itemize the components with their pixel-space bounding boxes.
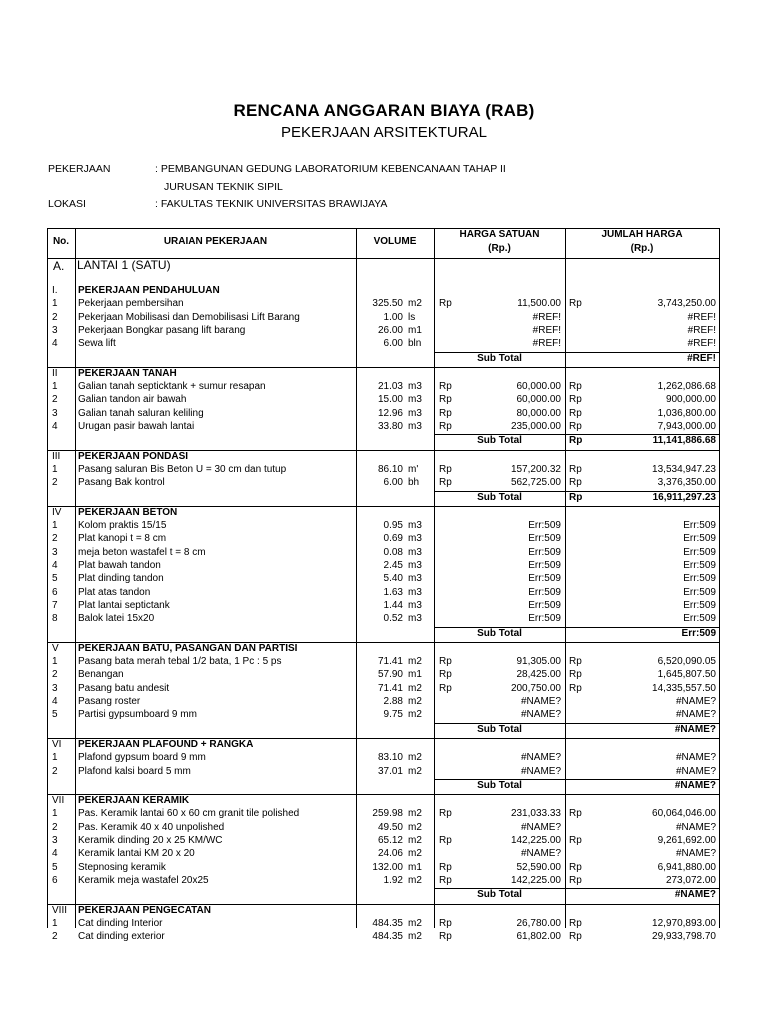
- item-satuan: m2: [408, 848, 422, 860]
- item-rp: Rp: [569, 421, 582, 432]
- item-satuan: m2: [408, 709, 422, 721]
- item-no: 6: [52, 874, 58, 886]
- grid-line: [434, 352, 719, 353]
- item-satuan: m2: [408, 656, 422, 668]
- item-satuan: m2: [408, 298, 422, 310]
- item-uraian: Plat lantai septictank: [78, 599, 170, 611]
- item-volume: 259.98: [372, 808, 403, 820]
- subtotal-value: #NAME?: [674, 779, 716, 791]
- item-rp: Rp: [569, 381, 582, 393]
- item-jumlah: 273,072.00: [665, 874, 716, 886]
- item-no: 1: [52, 520, 58, 532]
- item-uraian: Pekerjaan Mobilisasi dan Demobilisasi Lift Barang: [78, 311, 300, 323]
- grid-line: [47, 642, 720, 643]
- item-uraian: Keramik lantai KM 20 x 20: [78, 848, 195, 860]
- item-harga-satuan: 91,305.00: [516, 656, 561, 668]
- item-harga-satuan: Err:509: [528, 613, 561, 625]
- item-no: 1: [52, 298, 58, 310]
- item-jumlah: #NAME?: [675, 709, 716, 721]
- item-satuan: m2: [408, 821, 422, 833]
- item-rp: Rp: [569, 477, 582, 489]
- item-jumlah: #NAME?: [675, 848, 716, 860]
- item-harga-satuan: #NAME?: [520, 821, 561, 833]
- section-title: PEKERJAAN PENGECATAN: [78, 904, 211, 916]
- grid-line: [434, 627, 719, 628]
- item-volume: 12.96: [377, 407, 403, 419]
- item-uraian: Pasang bata merah tebal 1/2 bata, 1 Pc : 5 ps: [78, 656, 282, 668]
- item-no: 2: [52, 765, 58, 777]
- col-header-jumlah: JUMLAH HARGA: [601, 229, 683, 240]
- item-satuan: m': [408, 463, 419, 475]
- item-uraian: Galian tanah saluran keliling: [78, 407, 204, 419]
- item-harga-satuan: #NAME?: [520, 696, 561, 707]
- item-satuan: m3: [408, 381, 422, 393]
- item-satuan: m3: [408, 573, 422, 585]
- pekerjaan-label: PEKERJAAN: [48, 163, 111, 175]
- item-jumlah: Err:509: [683, 520, 716, 532]
- item-rp: Rp: [439, 394, 452, 406]
- item-harga-satuan: 60,000.00: [516, 394, 561, 406]
- section-title: PEKERJAAN PLAFOUND + RANGKA: [78, 738, 254, 750]
- item-harga-satuan: #NAME?: [520, 709, 561, 721]
- subtotal-label: Sub Total: [477, 889, 522, 901]
- section-title: PEKERJAAN KERAMIK: [78, 795, 190, 807]
- item-no: 1: [52, 752, 58, 764]
- item-harga-satuan: Err:509: [528, 599, 561, 611]
- item-no: 1: [52, 656, 58, 668]
- section-no: II: [52, 367, 58, 379]
- item-volume: 0.69: [383, 533, 403, 545]
- item-no: 4: [52, 338, 58, 350]
- item-no: 2: [52, 477, 58, 489]
- grid-line: [47, 794, 720, 795]
- item-satuan: m3: [408, 520, 422, 532]
- item-jumlah: #REF!: [687, 338, 716, 350]
- item-no: 3: [52, 835, 58, 846]
- item-uraian: Cat dinding exterior: [78, 931, 165, 943]
- item-no: 4: [52, 696, 58, 707]
- item-uraian: Pasang batu andesit: [78, 682, 170, 694]
- item-satuan: m3: [408, 613, 422, 625]
- section-no: IV: [52, 506, 62, 518]
- item-satuan: m2: [408, 765, 422, 777]
- item-harga-satuan: 28,425.00: [516, 669, 561, 681]
- item-no: 4: [52, 421, 58, 432]
- pekerjaan-value: : PEMBANGUNAN GEDUNG LABORATORIUM KEBENCANAAN TAHAP II: [155, 163, 506, 175]
- lokasi-label: LOKASI: [48, 198, 86, 210]
- subtotal-label: Sub Total: [477, 352, 522, 364]
- item-uraian: Balok latei 15x20: [78, 613, 155, 625]
- item-rp: Rp: [439, 917, 452, 929]
- item-volume: 0.52: [383, 613, 403, 625]
- item-harga-satuan: 235,000.00: [510, 421, 561, 432]
- item-jumlah: #REF!: [687, 311, 716, 323]
- item-harga-satuan: 231,033.33: [510, 808, 561, 820]
- col-header-no: No.: [52, 236, 70, 247]
- item-volume: 1.44: [383, 599, 403, 611]
- grid-line: [47, 738, 720, 739]
- item-rp: Rp: [569, 861, 582, 873]
- item-uraian: Plafond gypsum board 9 mm: [78, 752, 206, 764]
- item-jumlah: Err:509: [683, 533, 716, 545]
- item-harga-satuan: 26,780.00: [516, 917, 561, 929]
- grid-line: [47, 228, 48, 928]
- item-satuan: m3: [408, 407, 422, 419]
- item-uraian: Pasang saluran Bis Beton U = 30 cm dan tutup: [78, 463, 287, 475]
- item-volume: 86.10: [377, 463, 403, 475]
- floor-no: A.: [53, 259, 65, 273]
- item-volume: 57.90: [377, 669, 403, 681]
- page-title: RENCANA ANGGARAN BIAYA (RAB): [233, 101, 535, 120]
- item-no: 8: [52, 613, 58, 625]
- item-no: 3: [52, 546, 58, 558]
- grid-line: [47, 506, 720, 507]
- item-uraian: Benangan: [78, 669, 124, 681]
- item-volume: 1.63: [383, 586, 403, 598]
- subtotal-value: 16,911,297.23: [652, 491, 716, 503]
- item-rp: Rp: [569, 298, 582, 310]
- item-jumlah: 1,262,086.68: [657, 381, 716, 393]
- item-jumlah: #NAME?: [675, 752, 716, 764]
- item-uraian: Keramik meja wastafel 20x25: [78, 874, 209, 886]
- item-jumlah: 1,645,807.50: [657, 669, 716, 681]
- item-harga-satuan: Err:509: [528, 520, 561, 532]
- item-uraian: Plat dinding tandon: [78, 573, 164, 585]
- section-no: VIII: [52, 904, 68, 916]
- floor-title: LANTAI 1 (SATU): [77, 258, 171, 272]
- item-jumlah: 13,534,947.23: [652, 463, 716, 475]
- grid-line: [434, 228, 435, 928]
- item-rp: Rp: [439, 808, 452, 820]
- item-rp: Rp: [439, 874, 452, 886]
- item-satuan: m3: [408, 586, 422, 598]
- col-header-volume: VOLUME: [373, 236, 417, 247]
- item-satuan: m2: [408, 931, 422, 943]
- item-satuan: m2: [408, 752, 422, 764]
- item-rp: Rp: [569, 835, 582, 846]
- item-rp: Rp: [439, 835, 452, 846]
- item-satuan: m2: [408, 696, 422, 707]
- col-header-jumlah-unit: (Rp.): [630, 243, 654, 254]
- item-no: 1: [52, 917, 58, 929]
- subtotal-rp: Rp: [569, 491, 583, 503]
- item-volume: 325.50: [372, 298, 403, 310]
- item-no: 6: [52, 586, 58, 598]
- item-volume: 132.00: [372, 861, 403, 873]
- item-uraian: Partisi gypsumboard 9 mm: [78, 709, 197, 721]
- section-no: III: [52, 450, 61, 462]
- section-title: PEKERJAAN PENDAHULUAN: [78, 285, 220, 296]
- item-harga-satuan: Err:509: [528, 546, 561, 558]
- item-volume: 24.06: [377, 848, 403, 860]
- item-satuan: m3: [408, 421, 422, 432]
- item-jumlah: Err:509: [683, 560, 716, 571]
- item-satuan: m3: [408, 394, 422, 406]
- item-harga-satuan: 60,000.00: [516, 381, 561, 393]
- item-uraian: Plat kanopi t = 8 cm: [78, 533, 167, 545]
- item-no: 1: [52, 808, 58, 820]
- item-volume: 2.45: [383, 560, 403, 571]
- item-volume: 65.12: [377, 835, 403, 846]
- grid-line: [434, 491, 719, 492]
- item-uraian: Plat bawah tandon: [78, 560, 161, 571]
- subtotal-label: Sub Total: [477, 723, 522, 735]
- item-no: 3: [52, 324, 58, 336]
- subtotal-value: Err:509: [681, 627, 716, 639]
- item-jumlah: Err:509: [683, 613, 716, 625]
- item-rp: Rp: [569, 808, 582, 820]
- item-harga-satuan: Err:509: [528, 533, 561, 545]
- item-harga-satuan: 562,725.00: [510, 477, 561, 489]
- item-volume: 71.41: [377, 682, 403, 694]
- section-no: VI: [52, 738, 62, 750]
- item-rp: Rp: [439, 669, 452, 681]
- item-rp: Rp: [439, 477, 452, 489]
- item-satuan: m2: [408, 917, 422, 929]
- item-satuan: m3: [408, 533, 422, 545]
- item-no: 2: [52, 311, 58, 323]
- item-harga-satuan: Err:509: [528, 560, 561, 571]
- item-no: 1: [52, 463, 58, 475]
- item-no: 1: [52, 381, 58, 393]
- item-jumlah: 900,000.00: [665, 394, 716, 406]
- grid-line: [75, 228, 76, 928]
- grid-line: [719, 228, 720, 928]
- item-no: 2: [52, 931, 58, 943]
- subtotal-value: #NAME?: [674, 889, 716, 901]
- subtotal-label: Sub Total: [477, 779, 522, 791]
- item-rp: Rp: [569, 656, 582, 668]
- item-uraian: Kolom praktis 15/15: [78, 520, 167, 532]
- section-no: V: [52, 642, 59, 654]
- item-uraian: meja beton wastafel t = 8 cm: [78, 546, 206, 558]
- item-rp: Rp: [569, 874, 582, 886]
- grid-line: [47, 367, 720, 368]
- grid-line: [47, 450, 720, 451]
- item-uraian: Pasang roster: [78, 696, 141, 707]
- item-volume: 5.40: [383, 573, 403, 585]
- grid-line: [434, 779, 719, 780]
- item-no: 7: [52, 599, 58, 611]
- lokasi-value: : FAKULTAS TEKNIK UNIVERSITAS BRAWIJAYA: [155, 198, 388, 210]
- section-title: PEKERJAAN PONDASI: [78, 450, 189, 462]
- item-no: 2: [52, 394, 58, 406]
- item-rp: Rp: [439, 463, 452, 475]
- item-jumlah: 7,943,000.00: [657, 421, 716, 432]
- item-no: 3: [52, 407, 58, 419]
- item-satuan: bh: [408, 477, 420, 489]
- item-satuan: ls: [408, 311, 416, 323]
- item-satuan: m2: [408, 808, 422, 820]
- item-harga-satuan: 80,000.00: [516, 407, 561, 419]
- item-harga-satuan: 61,802.00: [516, 931, 561, 943]
- item-no: 5: [52, 861, 58, 873]
- grid-line: [434, 723, 719, 724]
- item-jumlah: 6,520,090.05: [657, 656, 716, 668]
- item-uraian: Plat atas tandon: [78, 586, 151, 598]
- item-uraian: Galian tanah septicktank + sumur resapan: [78, 381, 266, 393]
- item-no: 5: [52, 573, 58, 585]
- grid-line: [434, 434, 719, 435]
- section-title: PEKERJAAN TANAH: [78, 367, 177, 379]
- item-rp: Rp: [439, 682, 452, 694]
- grid-line: [565, 228, 566, 928]
- item-jumlah: 6,941,880.00: [657, 861, 716, 873]
- item-volume: 37.01: [377, 765, 403, 777]
- item-volume: 1.00: [383, 311, 403, 323]
- item-volume: 83.10: [377, 752, 403, 764]
- subtotal-value: #NAME?: [674, 723, 716, 735]
- item-volume: 1.92: [383, 874, 403, 886]
- item-harga-satuan: 142,225.00: [510, 874, 561, 886]
- item-volume: 2.88: [383, 696, 403, 707]
- section-title: PEKERJAAN BATU, PASANGAN DAN PARTISI: [78, 642, 298, 654]
- item-rp: Rp: [439, 407, 452, 419]
- item-rp: Rp: [569, 682, 582, 694]
- item-uraian: Pekerjaan Bongkar pasang lift barang: [78, 324, 246, 336]
- item-harga-satuan: #NAME?: [520, 765, 561, 777]
- item-uraian: Pas. Keramik lantai 60 x 60 cm granit tile polished: [78, 808, 300, 820]
- item-no: 4: [52, 848, 58, 860]
- col-header-uraian: URAIAN PEKERJAAN: [163, 236, 268, 247]
- item-rp: Rp: [439, 861, 452, 873]
- section-title: PEKERJAAN BETON: [78, 506, 178, 518]
- item-uraian: Urugan pasir bawah lantai: [78, 421, 195, 432]
- subtotal-rp: Rp: [569, 435, 583, 447]
- item-jumlah: Err:509: [683, 599, 716, 611]
- item-volume: 6.00: [383, 338, 403, 350]
- page-subtitle: PEKERJAAN ARSITEKTURAL: [281, 124, 487, 141]
- item-rp: Rp: [569, 394, 582, 406]
- item-uraian: Cat dinding Interior: [78, 917, 163, 929]
- item-satuan: bln: [408, 338, 422, 350]
- item-satuan: m2: [408, 835, 422, 846]
- item-rp: Rp: [439, 656, 452, 668]
- item-satuan: m3: [408, 546, 422, 558]
- item-uraian: Pekerjaan pembersihan: [78, 298, 184, 310]
- item-volume: 484.35: [372, 931, 403, 943]
- item-harga-satuan: 142,225.00: [510, 835, 561, 846]
- item-rp: Rp: [439, 381, 452, 393]
- pekerjaan-value-2: JURUSAN TEKNIK SIPIL: [164, 181, 283, 193]
- item-rp: Rp: [569, 931, 582, 943]
- item-rp: Rp: [569, 669, 582, 681]
- item-satuan: m1: [408, 669, 422, 681]
- item-jumlah: 1,036,800.00: [657, 407, 716, 419]
- item-volume: 15.00: [377, 394, 403, 406]
- col-header-harga-satuan-unit: (Rp.): [488, 243, 511, 254]
- subtotal-label: Sub Total: [477, 435, 522, 447]
- item-jumlah: 14,335,557.50: [652, 682, 716, 694]
- item-satuan: m3: [408, 599, 422, 611]
- item-no: 2: [52, 669, 58, 681]
- item-harga-satuan: 52,590.00: [516, 861, 561, 873]
- item-harga-satuan: #REF!: [532, 324, 561, 336]
- item-rp: Rp: [439, 298, 452, 310]
- grid-line: [434, 888, 719, 889]
- item-jumlah: 3,743,250.00: [657, 298, 716, 310]
- item-harga-satuan: #REF!: [532, 311, 561, 323]
- item-no: 3: [52, 682, 58, 694]
- item-harga-satuan: Err:509: [528, 586, 561, 598]
- item-harga-satuan: Err:509: [528, 573, 561, 585]
- item-no: 5: [52, 709, 58, 721]
- item-jumlah: 12,970,893.00: [652, 917, 716, 929]
- item-rp: Rp: [439, 931, 452, 943]
- subtotal-label: Sub Total: [477, 491, 522, 503]
- item-satuan: m1: [408, 861, 422, 873]
- rab-table: [47, 228, 720, 943]
- subtotal-value: 11,141,886.68: [652, 435, 716, 447]
- item-rp: Rp: [569, 463, 582, 475]
- item-volume: 33.80: [377, 421, 403, 432]
- subtotal-label: Sub Total: [477, 627, 522, 639]
- item-harga-satuan: #NAME?: [520, 848, 561, 860]
- item-uraian: Pasang Bak kontrol: [78, 477, 165, 489]
- grid-line: [47, 904, 720, 905]
- item-rp: Rp: [439, 421, 452, 432]
- item-jumlah: 60,064,046.00: [652, 808, 716, 820]
- item-satuan: m2: [408, 682, 422, 694]
- item-uraian: Plafond kalsi board 5 mm: [78, 765, 191, 777]
- item-volume: 0.08: [383, 546, 403, 558]
- item-harga-satuan: #REF!: [532, 338, 561, 350]
- item-harga-satuan: 157,200.32: [510, 463, 561, 475]
- item-uraian: Keramik dinding 20 x 25 KM/WC: [78, 835, 223, 846]
- subtotal-value: #REF!: [687, 352, 716, 364]
- item-volume: 0.95: [383, 520, 403, 532]
- item-jumlah: Err:509: [683, 573, 716, 585]
- item-jumlah: Err:509: [683, 546, 716, 558]
- item-no: 4: [52, 560, 58, 571]
- item-uraian: Galian tandon air bawah: [78, 394, 187, 406]
- item-volume: 484.35: [372, 917, 403, 929]
- item-volume: 26.00: [377, 324, 403, 336]
- item-jumlah: #NAME?: [675, 765, 716, 777]
- item-no: 2: [52, 533, 58, 545]
- item-jumlah: #NAME?: [675, 821, 716, 833]
- item-harga-satuan: 200,750.00: [510, 682, 561, 694]
- section-no: VII: [52, 795, 65, 807]
- item-jumlah: #REF!: [687, 324, 716, 336]
- item-satuan: m2: [408, 874, 422, 886]
- item-harga-satuan: 11,500.00: [517, 298, 561, 310]
- item-volume: 49.50: [377, 821, 403, 833]
- item-uraian: Pas. Keramik 40 x 40 unpolished: [78, 821, 225, 833]
- item-uraian: Stepnosing keramik: [78, 861, 166, 873]
- item-rp: Rp: [569, 407, 582, 419]
- item-jumlah: #NAME?: [675, 696, 716, 707]
- col-header-harga-satuan: HARGA SATUAN: [459, 229, 540, 240]
- item-volume: 71.41: [377, 656, 403, 668]
- item-jumlah: 29,933,798.70: [652, 931, 716, 943]
- section-no: I.: [52, 285, 58, 296]
- item-volume: 21.03: [377, 381, 403, 393]
- item-satuan: m1: [408, 324, 422, 336]
- item-jumlah: 9,261,692.00: [657, 835, 716, 846]
- item-volume: 9.75: [383, 709, 403, 721]
- item-satuan: m3: [408, 560, 422, 571]
- item-harga-satuan: #NAME?: [520, 752, 561, 764]
- item-jumlah: 3,376,350.00: [657, 477, 716, 489]
- item-jumlah: Err:509: [683, 586, 716, 598]
- item-volume: 6.00: [383, 477, 403, 489]
- item-uraian: Sewa lift: [78, 338, 116, 350]
- item-rp: Rp: [569, 917, 582, 929]
- item-no: 2: [52, 821, 58, 833]
